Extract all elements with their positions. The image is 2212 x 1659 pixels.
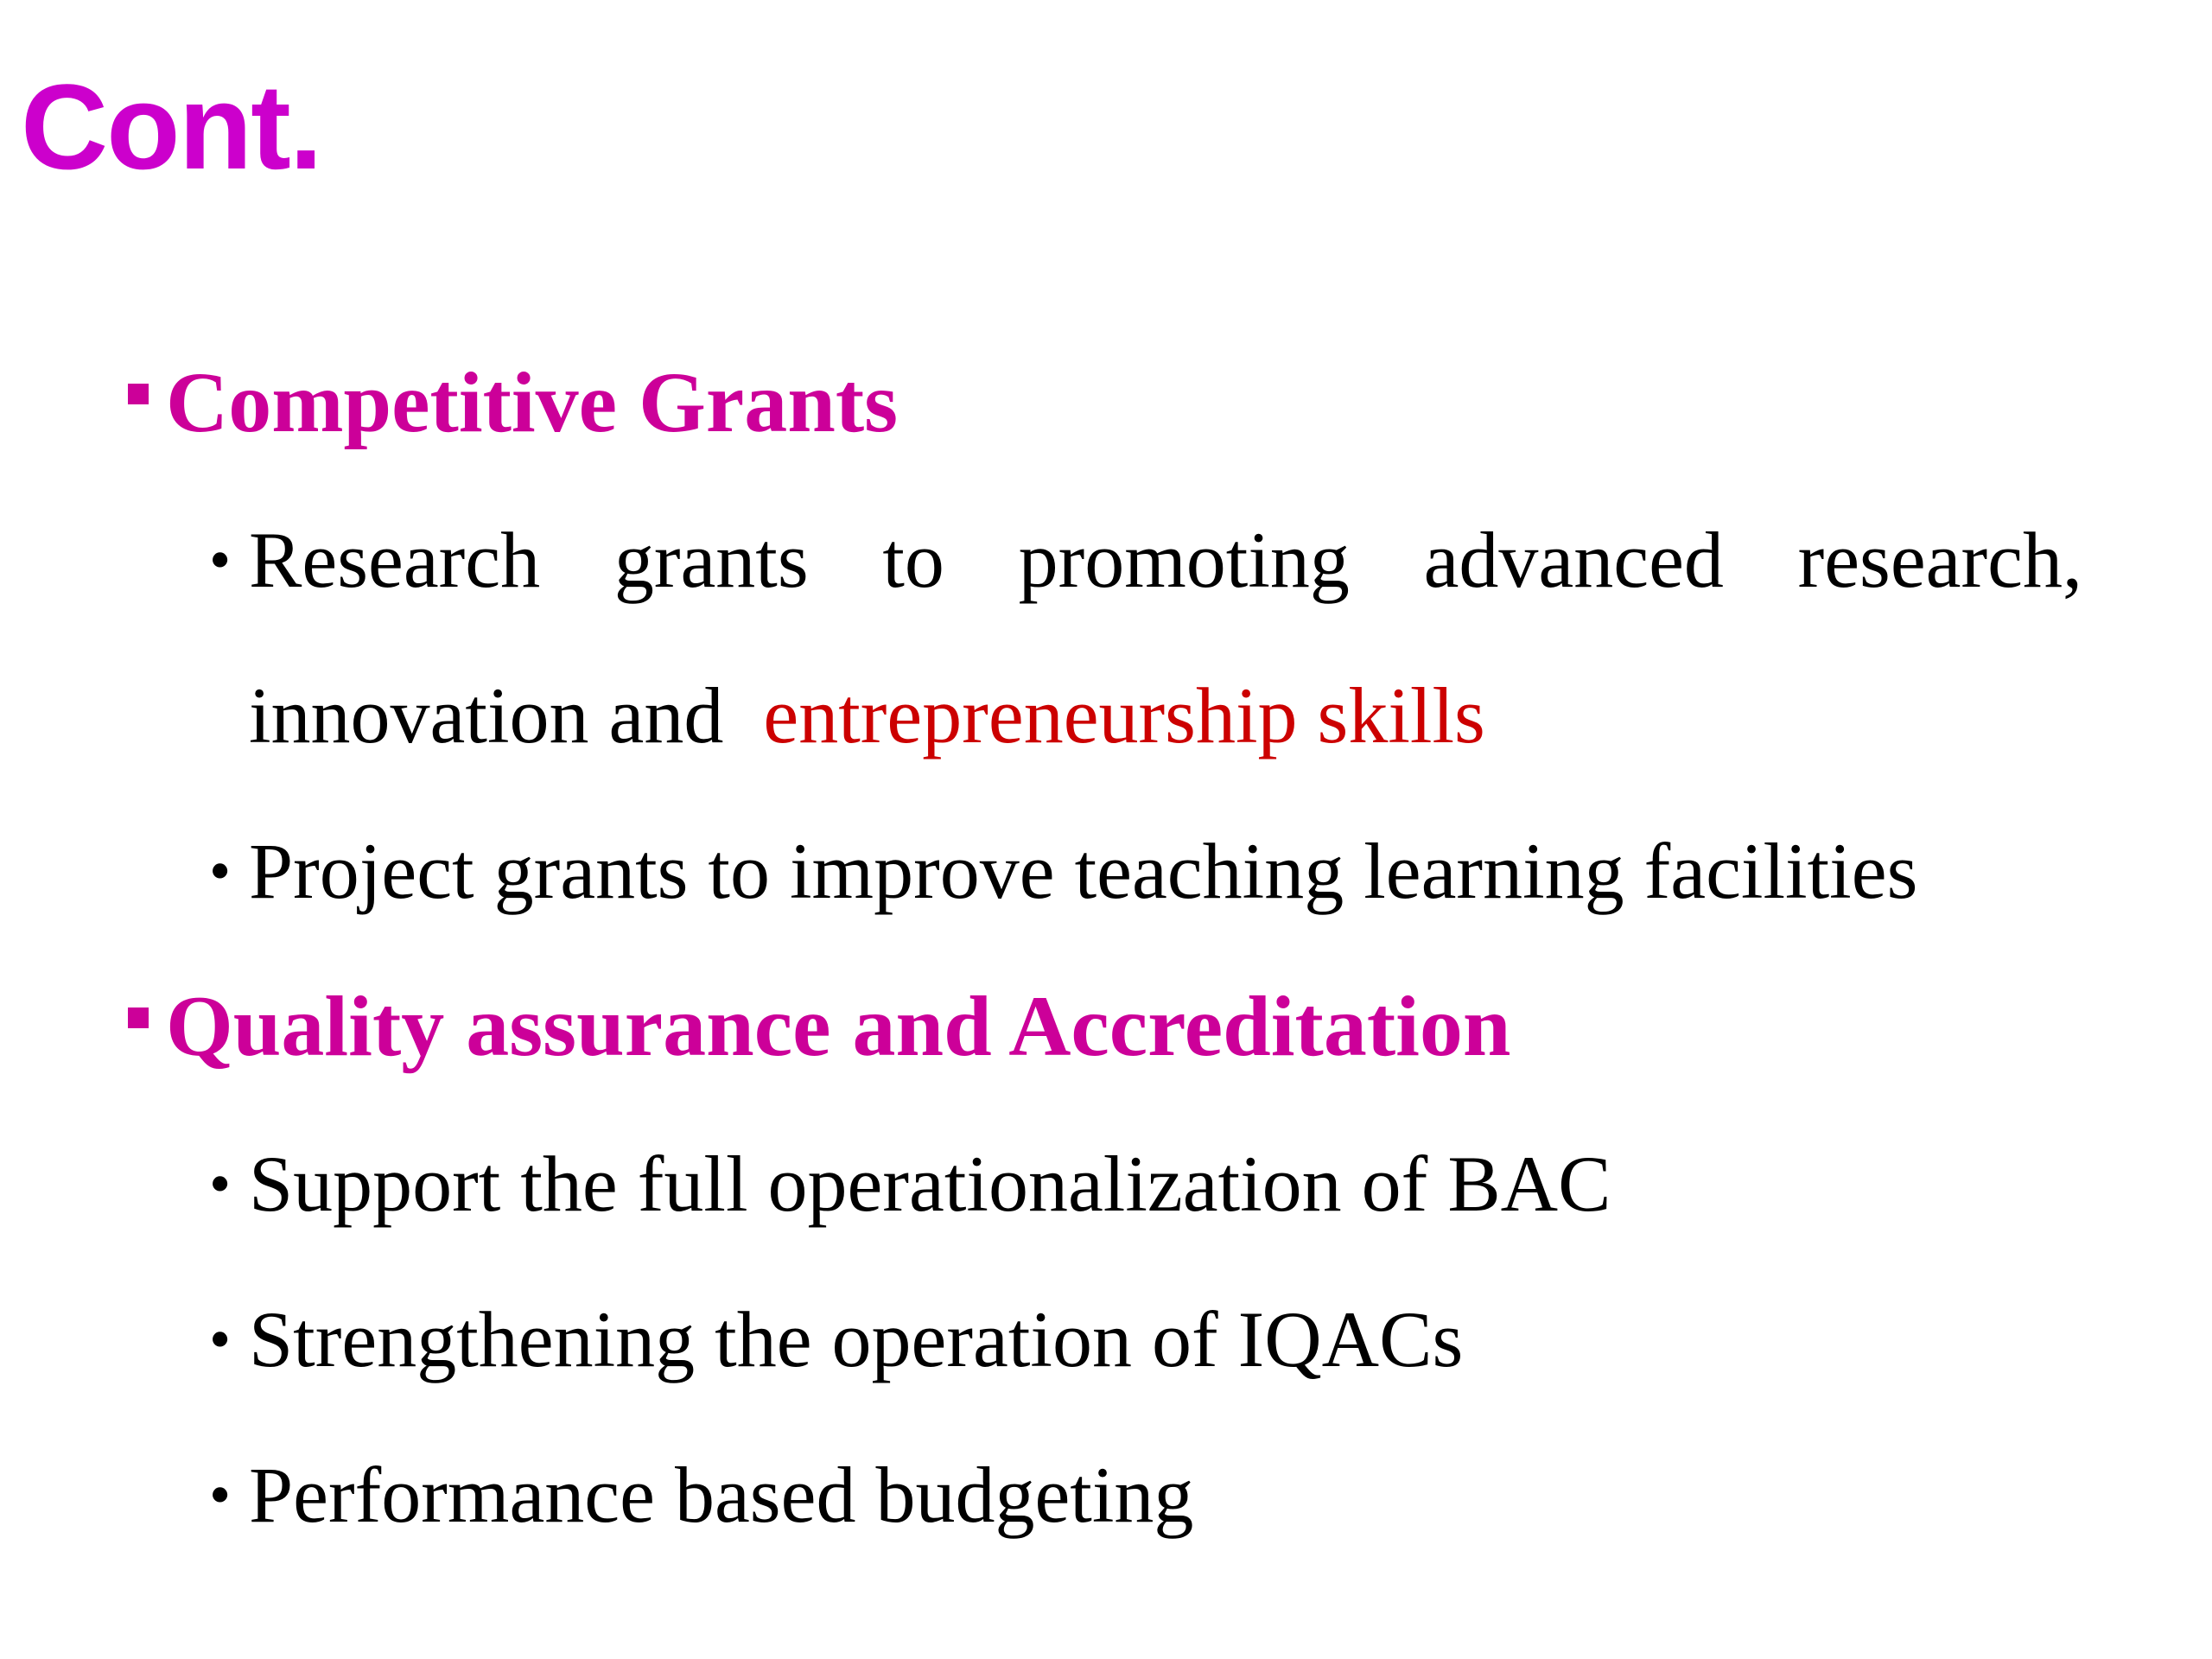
- list-item-iqacs: [209, 1287, 2082, 1391]
- list-item-text: Project grants to improve teaching learning facilities: [249, 827, 1918, 915]
- section-heading-quality-assurance: [128, 975, 1511, 1078]
- list-item-budgeting: [209, 1443, 2082, 1547]
- list-item-text: Support the full operationalization of BAC: [249, 1140, 1611, 1228]
- bullet-dot-icon: •: [209, 1305, 232, 1374]
- bullet-dot-icon: •: [209, 1460, 232, 1529]
- section-heading-text: Competitive Grants: [166, 354, 899, 450]
- bullet-dot-icon: •: [209, 525, 232, 594]
- bullet-dot-icon: •: [209, 836, 232, 906]
- list-item-text: Strengthening the operation of IQACs: [249, 1295, 1464, 1383]
- list-item-text: Performance based budgeting: [249, 1451, 1194, 1539]
- list-item-text: [249, 482, 2082, 793]
- list-item-bac: [209, 1132, 2082, 1236]
- highlight-text: entrepreneurship skills: [763, 671, 1485, 760]
- slide-title: Cont.: [21, 59, 321, 194]
- square-bullet-icon: [128, 384, 149, 404]
- section-heading-text: Quality assurance and Accreditation: [166, 978, 1511, 1074]
- section-heading-competitive-grants: [128, 351, 898, 454]
- list-item-project-grants: [209, 819, 2082, 923]
- list-item-body: Research grants to promoting advanced research, innovation and: [249, 516, 2082, 760]
- square-bullet-icon: [128, 1007, 149, 1028]
- list-item-research-grants: [209, 508, 2082, 819]
- bullet-dot-icon: •: [209, 1149, 232, 1218]
